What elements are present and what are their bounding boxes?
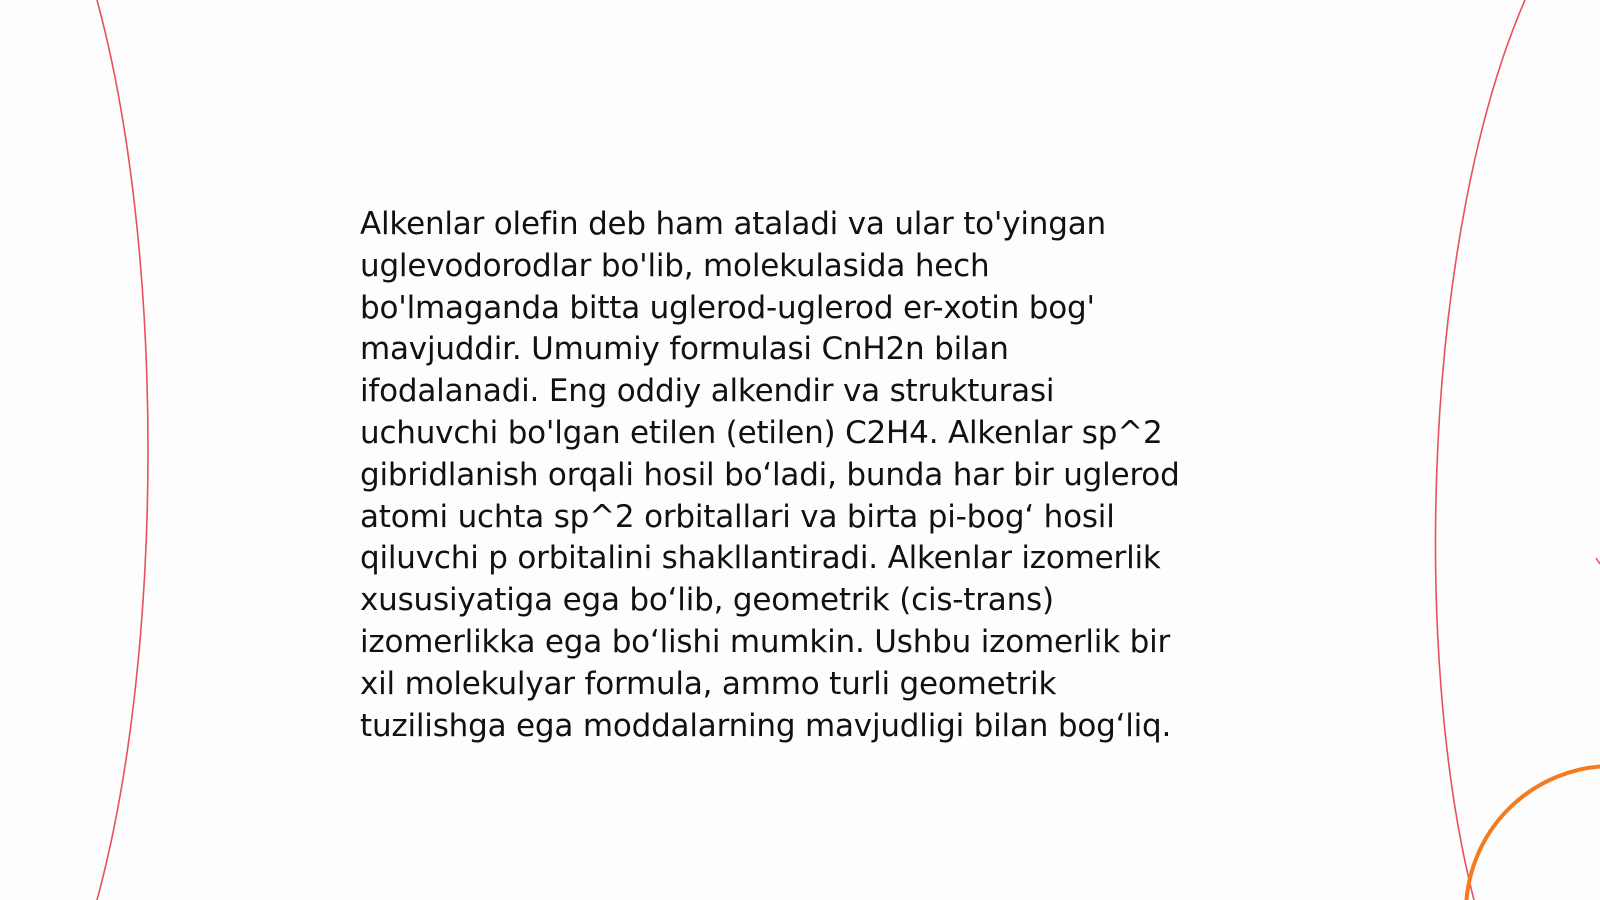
left-decorative-curve	[97, 0, 148, 900]
body-paragraph: Alkenlar olefin deb ham ataladi va ular to'yingan uglevodorodlar bo'lib, molekulasida hech bo'lmaganda bitta uglerod-uglerod er-xotin bog' mavjuddir. Umumiy formulasi CnH2n bilan ifodalanadi. Eng oddiy alkendir va strukturasi uchuvchi bo'lgan etilen (etilen) C2H4. Alkenlar sp^2 gibridlanish orqali hosil bo‘ladi, bunda har bir uglerod atomi uchta sp^2 orbitallari va birta pi-bog‘ hosil qiluvchi p orbitalini shakllantiradi. Alkenlar izomerlik xususiyatiga ega bo‘lib, geometrik (cis-trans) izomerlikka ega bo‘lishi mumkin. Ushbu izomerlik bir xil molekulyar formula, ammo turli geometrik tuzilishga ega moddalarning mavjudligi bilan bog‘liq.	[360, 206, 1180, 744]
content-text-box	[360, 204, 1240, 747]
small-decorative-mark	[1596, 558, 1600, 564]
corner-decorative-circle	[1466, 766, 1600, 900]
right-decorative-curve	[1436, 0, 1525, 900]
